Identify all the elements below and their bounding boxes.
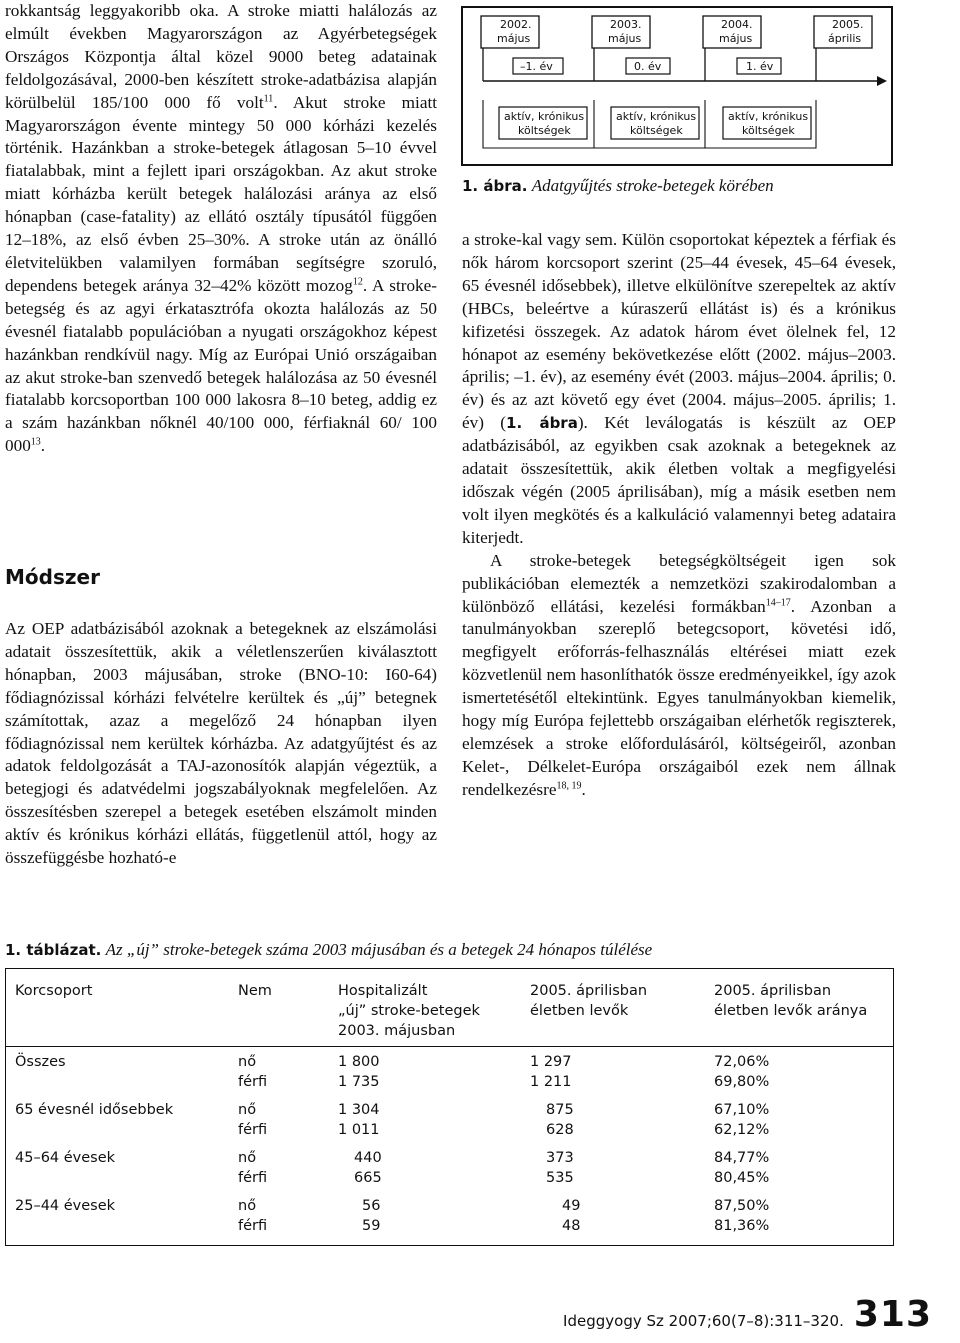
row-group: 65 évesnél idősebbek (15, 1102, 174, 1118)
row-hosp: 1 735 (338, 1074, 380, 1090)
date-label: 2002. (500, 18, 532, 31)
period-label: –1. év (520, 60, 553, 73)
row-alive: 49 (562, 1198, 581, 1214)
survival-table (5, 968, 894, 1246)
row-ratio: 72,06% (714, 1054, 770, 1070)
header-hosp: 2003. májusban (338, 1023, 456, 1039)
cost-label: költségek (742, 124, 795, 137)
cost-label: költségek (518, 124, 571, 137)
row-group: 45–64 évesek (15, 1150, 116, 1166)
row-hosp: 1 304 (338, 1102, 380, 1118)
citation-sup: 12 (352, 276, 363, 288)
row-sex: nő (238, 1198, 257, 1214)
date-label: 2003. (610, 18, 642, 31)
citation-sup: 18, 19 (556, 780, 582, 792)
header-sex: Nem (238, 983, 272, 999)
right-paragraph-2 (462, 550, 896, 802)
header-ratio: életben levők aránya (714, 1003, 868, 1019)
figure-timeline (461, 6, 893, 166)
cost-label: aktív, krónikus (728, 110, 809, 123)
text-span: . (581, 779, 586, 799)
arrow-head-icon (877, 76, 887, 86)
citation-sup: 13 (30, 436, 41, 448)
row-hosp: 665 (354, 1170, 382, 1186)
date-label: 2005. (832, 18, 864, 31)
row-ratio: 84,77% (714, 1150, 770, 1166)
header-alive: 2005. áprilisban (530, 983, 648, 999)
text-span: . Azonban a tanulmányokban szereplő betegcsoport, követési idő, megfigyelt erőforrás-felhasználás eltérései miatt ezek közvetlenül nem hasonlíthatók össze eredményeikkel, így azok ismertetésétől eltekintünk. Egyes tanulmányokban kiemelik, hogy míg Európa fejlettebb országaiban elérhetők regiszterek, elemzések a stroke előfordulásáról, költségeiről, azonban Kelet-, Délkelet-Európa országaiból ezek nem állnak rendelkezésre (462, 596, 896, 799)
figure-caption (462, 176, 774, 196)
page-footer (563, 1294, 932, 1335)
row-hosp: 56 (362, 1198, 381, 1214)
row-sex: férfi (238, 1170, 268, 1186)
date-label: május (497, 32, 531, 45)
row-sex: férfi (238, 1122, 268, 1138)
row-ratio: 62,12% (714, 1122, 770, 1138)
text-span: . (40, 436, 46, 456)
period-label: 1. év (746, 60, 774, 73)
cost-label: aktív, krónikus (616, 110, 697, 123)
row-group: 25–44 évesek (15, 1198, 116, 1214)
row-sex: férfi (238, 1218, 268, 1234)
row-sex: nő (238, 1054, 257, 1070)
text-span: a stroke-kal vagy sem. Külön csoportokat képeztek a férfiak és nők három korcsoport szerint (25–44 évesek, 45–64 évesek, 65 évesnél idősebbek), illetve elkülönítve szerepeltek az aktív (HBCs, beleértve a kúraszerű ellátást is) és a krónikus kifizetési összegek. Az adatok három évet ölelnek fel, 12 hónapot az esemény bekövetkezése előtt (2002. május–2003. április; –1. év), az esemény évét (2003. május–2004. április; 0. év) és az azt követő egy évet (2004. május–2005. április; 1. év) ( (462, 230, 896, 433)
right-column (462, 229, 896, 802)
timeline-diagram (463, 8, 891, 164)
right-paragraph-1 (462, 229, 896, 550)
left-column (5, 0, 437, 458)
row-alive: 628 (546, 1122, 574, 1138)
row-ratio: 80,45% (714, 1170, 770, 1186)
cost-label: aktív, krónikus (504, 110, 585, 123)
header-ratio: 2005. áprilisban (714, 983, 832, 999)
intro-paragraph (5, 0, 437, 458)
row-ratio: 67,10% (714, 1102, 770, 1118)
table-caption (5, 940, 652, 960)
cost-label: költségek (630, 124, 683, 137)
row-alive: 48 (562, 1218, 581, 1234)
row-sex: férfi (238, 1074, 268, 1090)
row-hosp: 59 (362, 1218, 381, 1234)
row-hosp: 440 (354, 1150, 382, 1166)
row-hosp: 1 011 (338, 1122, 380, 1138)
header-hosp: „új” stroke-betegek (338, 1003, 480, 1019)
date-label: 2004. (721, 18, 753, 31)
figure-caption-text: Adatgyűjtés stroke-betegek körében (531, 176, 774, 195)
text-span: ). Két leválogatás is készült az OEP adatbázisából, az egyikben csak azoknak a betegeknek az adatait összesítettük, akik életben voltak a megfigyelési időszak végén (2005 áprilisában), míg a másik esetben nem volt ilyen megkötés és a kalkuláció valamennyi beteg adataira kiterjedt. (462, 413, 896, 547)
row-sex: nő (238, 1102, 257, 1118)
row-group: Összes (15, 1054, 66, 1070)
header-divider (6, 1046, 893, 1047)
row-ratio: 69,80% (714, 1074, 770, 1090)
row-ratio: 81,36% (714, 1218, 770, 1234)
row-alive: 1 211 (530, 1074, 572, 1090)
method-column (5, 618, 437, 870)
text-span: A stroke-betegek betegségköltségeit igen sok publikációban elemezték a nemzetközi szakirodalomban a különböző ellátási, kezelési formákban (462, 550, 896, 616)
row-alive: 1 297 (530, 1054, 572, 1070)
header-hosp: Hospitalizált (338, 983, 428, 999)
text-span: . Akut stroke miatt Magyarországon évente mintegy 50 000 kórházi kezelés történik. Hazánkban a stroke-betegek átlagosan 5–10 évvel fiatalabbak, mint a fejlett ipari országokban. Az akut stroke miatt kórházba került betegek halálozási aránya az első hónapban (case-fatality) az ellátó osztály típusától függően 12–18%, az első évben 25–30%. A stroke után az önálló életvitelükben valamilyen formában segítségre szoruló, dependens betegek aránya 32–42% között mozog (5, 92, 437, 295)
text-span: rokkantság leggyakoribb oka. A stroke miatti halálozás az elmúlt években Magyarországon az Agyérbetegségek Országos Központja által közel 9000 beteg adatainak feldolgozásával, 2000-ben készített stroke-adatbázisa alapján körülbelül 185/100 000 fő volt (5, 1, 437, 112)
table-caption-label: 1. táblázat. (5, 941, 102, 959)
row-hosp: 1 800 (338, 1054, 380, 1070)
citation-sup: 11 (263, 92, 274, 104)
header-alive: életben levők (530, 1003, 629, 1019)
date-label: május (608, 32, 642, 45)
method-paragraph: Az OEP adatbázisából azoknak a betegeknek az elszámolási adatait összesítettük, akik a véletlenszerűen kiválasztott hónapban, 2003 májusában, stroke (BNO-10: I60-64) fődiagnózissal kórházi felvételre kerültek és „új” betegnek számítottak, azaz a megelőző 24 hónapban ilyen fődiagnózissal nem kerültek kórházba. Az adatgyűjtést és az adatok feldolgozását a TAJ-azonosítók alapján végeztük, a betegjogi és adatvédelmi jogszabályoknak megfelelően. Az összesítésben szerepel a betegek esetében elszámolt minden aktív és krónikus kórházi ellátás, függetlenül attól, hogy az összefüggésbe hozható-e (5, 619, 437, 868)
header-age: Korcsoport (15, 983, 93, 999)
citation-sup: 14–17 (765, 596, 791, 608)
figure-caption-label: 1. ábra. (462, 177, 528, 195)
row-alive: 373 (546, 1150, 574, 1166)
journal-citation: Ideggyogy Sz 2007;60(7–8):311–320. (563, 1312, 844, 1330)
row-sex: nő (238, 1150, 257, 1166)
page-number: 313 (853, 1294, 932, 1335)
table-caption-text: Az „új” stroke-betegek száma 2003 májusában és a betegek 24 hónapos túlélése (105, 940, 653, 959)
figure-ref: 1. ábra (506, 414, 578, 433)
text-span: . A stroke-betegség és az agyi érkatasztrófa okozta halálozás az 50 évesnél fiatalabb populációban a nyugati országokhoz képest hazánkban rendkívül nagy. Míg az Európai Unió országaiban az akut stroke-ban szenvedő betegek halálozása az 50 évesnél fiatalabb korcsoportban 100 000 lakosra 8–10 beteg, addig ez a szám hazánkban nőknél 40/100 000, férfiaknál 60/ 100 000 (5, 275, 437, 456)
date-label: május (719, 32, 753, 45)
period-label: 0. év (634, 60, 662, 73)
row-alive: 875 (546, 1102, 574, 1118)
date-label: április (828, 32, 862, 45)
row-ratio: 87,50% (714, 1198, 770, 1214)
row-alive: 535 (546, 1170, 574, 1186)
section-heading: Módszer (5, 565, 100, 589)
